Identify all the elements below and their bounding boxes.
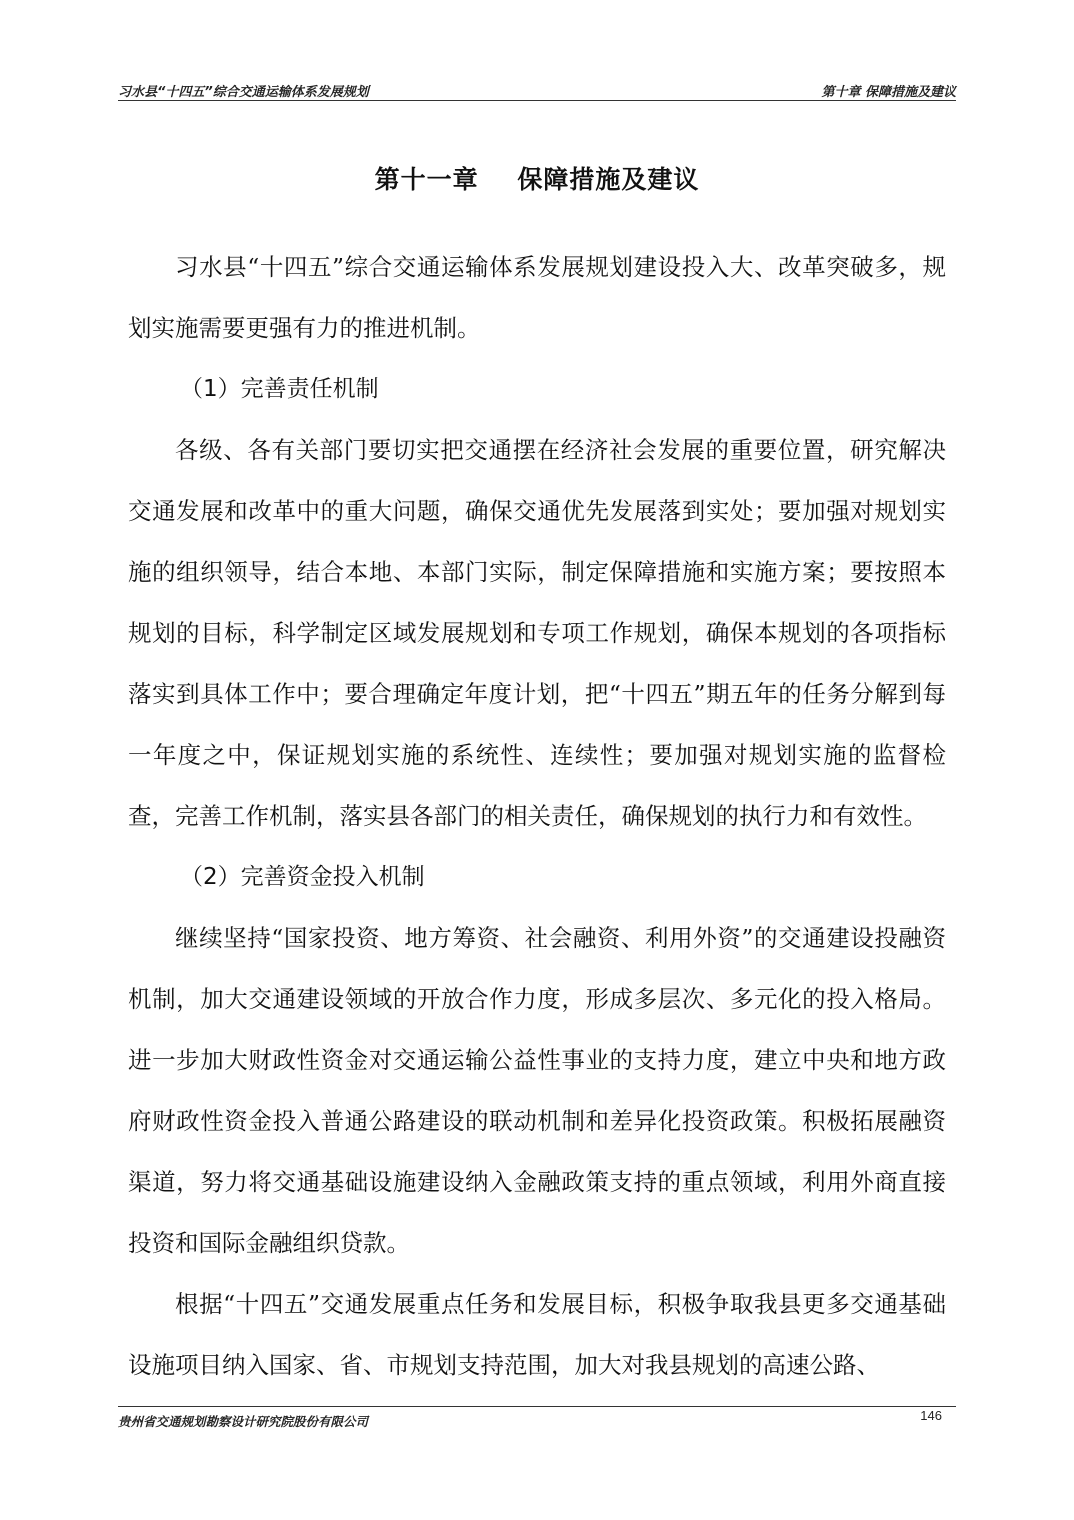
chapter-title: 第十一章 保障措施及建议 [374,165,700,194]
document-body [128,237,946,1396]
page-header [118,76,956,100]
footer-organization: 贵州省交通规划勘察设计研究院股份有限公司 [118,1414,369,1429]
header-chapter-title: 第十章 保障措施及建议 [821,85,956,100]
header-divider [118,100,956,101]
intro-paragraph: 习水县“十四五”综合交通运输体系发展规划建设投入大、改革突破多，规划实施需要更强有力的推进机制。 [128,253,946,342]
page-footer [118,1408,956,1430]
funding-paragraph: 继续坚持“国家投资、地方筹资、社会融资、利用外资”的交通建设投融资机制，加大交通建设领域的开放合作力度，形成多层次、多元化的投入格局。进一步加大财政性资金对交通运输公益性事业的支持力度，建立中央和地方政府财政性资金投入普通公路建设的联动机制和差异化投资政策。积极拓展融资渠道，努力将交通基础设施建设纳入金融政策支持的重点领域，利用外商直接投资和国际金融组织贷款。 [128,924,946,1257]
footer-divider [118,1406,956,1407]
page-number: 146 [920,1408,942,1423]
responsibility-paragraph: 各级、各有关部门要切实把交通摆在经济社会发展的重要位置，研究解决交通发展和改革中的重大问题，确保交通优先发展落到实处；要加强对规划实施的组织领导，结合本地、本部门实际，制定保障措施和实施方案；要按照本规划的目标，科学制定区域发展规划和专项工作规划，确保本规划的各项指标落实到具体工作中；要合理确定年度计划，把“十四五”期五年的任务分解到每一年度之中，保证规划实施的系统性、连续性；要加强对规划实施的监督检查，完善工作机制，落实县各部门的相关责任，确保规划的执行力和有效性。 [128,436,946,830]
section-heading-responsibility: （1）完善责任机制 [180,376,379,402]
project-support-paragraph: 根据“十四五”交通发展重点任务和发展目标，积极争取我县更多交通基础设施项目纳入国家、省、市规划支持范围，加大对我县规划的高速公路、 [128,1290,946,1379]
section-heading-funding: （2）完善资金投入机制 [180,864,425,890]
header-document-title: 习水县“十四五”综合交通运输体系发展规划 [118,85,369,100]
